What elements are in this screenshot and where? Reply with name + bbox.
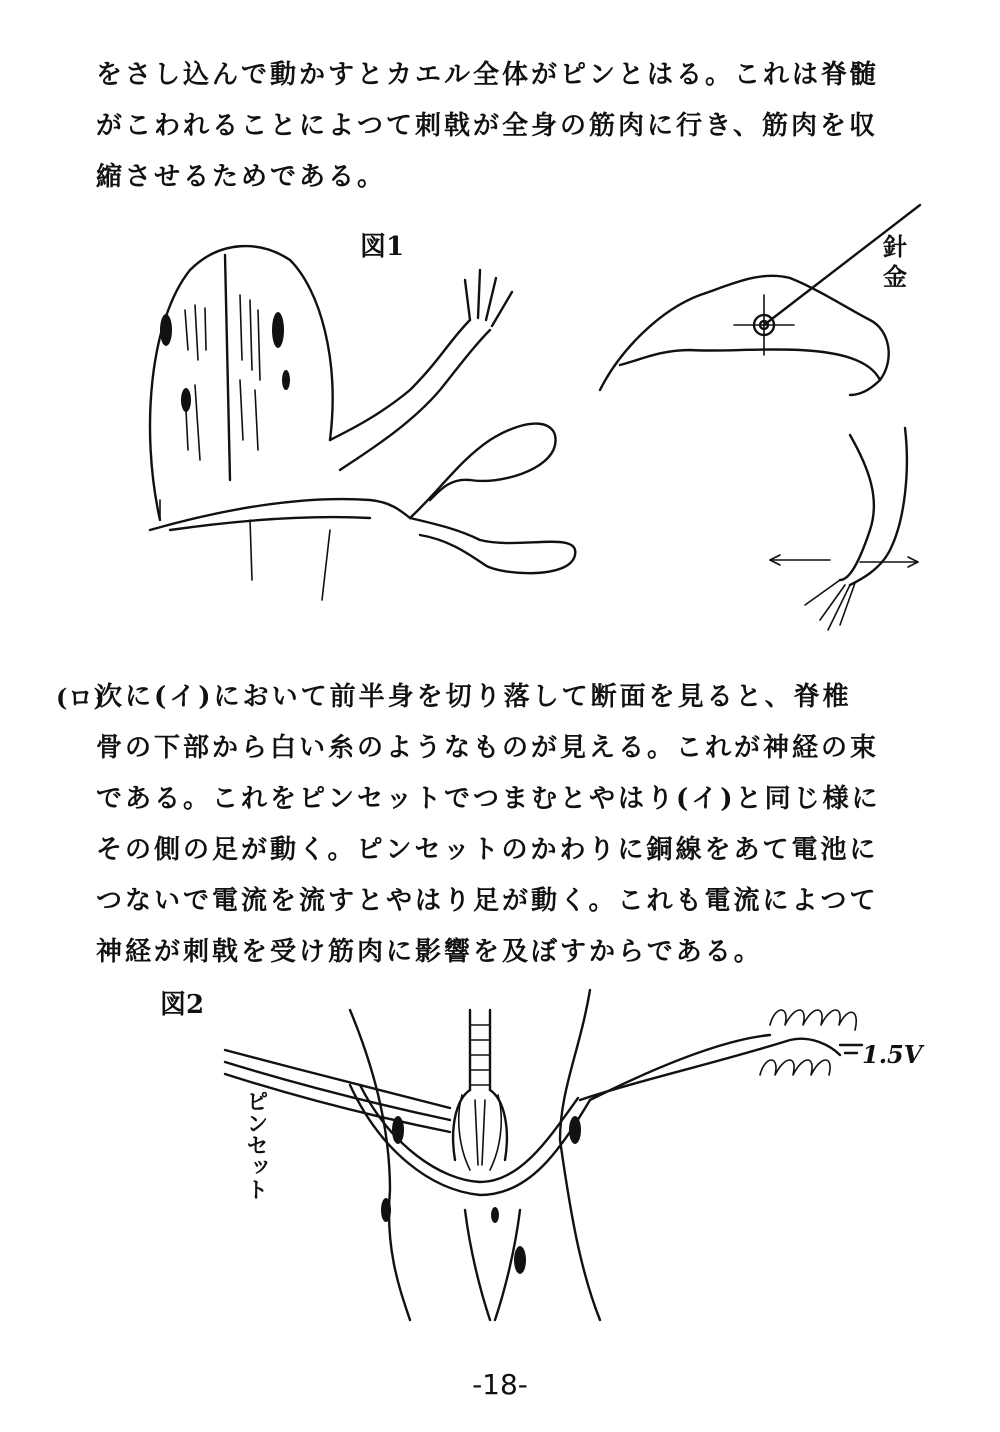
tweezers-label: ピンセット bbox=[243, 1090, 269, 1200]
text-line: 神経が刺戟を受け筋肉に影響を及ぼすからである。 bbox=[96, 937, 763, 967]
text-line: をさし込んで動かすとカエル全体がピンとはる。これは脊髄 bbox=[96, 60, 880, 90]
text-line: 次に(イ)において前半身を切り落して断面を見ると、脊椎 bbox=[96, 682, 852, 712]
text-line: つないで電流を流すとやはり足が動く。これも電流によつて bbox=[96, 886, 879, 916]
figure-2-illustration bbox=[0, 990, 1000, 1350]
text-line: 縮させるためである。 bbox=[96, 162, 387, 192]
frog-profile-drawing bbox=[600, 205, 920, 630]
text-line: 骨の下部から白い糸のようなものが見える。これが神経の束 bbox=[96, 733, 880, 763]
paragraph-1 bbox=[96, 50, 926, 203]
section-marker: (ロ) bbox=[56, 683, 106, 712]
wire-label: 針金 bbox=[883, 232, 907, 291]
spine-drawing bbox=[453, 1010, 507, 1170]
scissors-drawing bbox=[150, 424, 575, 574]
voltage-label: 1.5V bbox=[862, 1040, 923, 1069]
text-line: である。これをピンセットでつまむとやはり(イ)と同じ様に bbox=[96, 784, 881, 814]
figure-2-label: 図2 bbox=[160, 990, 205, 1020]
text-line: がこわれることによつて刺戟が全身の筋肉に行き、筋肉を収 bbox=[96, 111, 878, 141]
figure-1-label: 図1 bbox=[360, 232, 405, 262]
tweezers-drawing bbox=[225, 1050, 450, 1132]
text-line: その側の足が動く。ピンセットのかわりに銅線をあて電池に bbox=[96, 835, 879, 865]
page-number: -18- bbox=[472, 1368, 528, 1401]
figure-1-illustration bbox=[0, 200, 1000, 640]
paragraph-2 bbox=[96, 672, 926, 978]
